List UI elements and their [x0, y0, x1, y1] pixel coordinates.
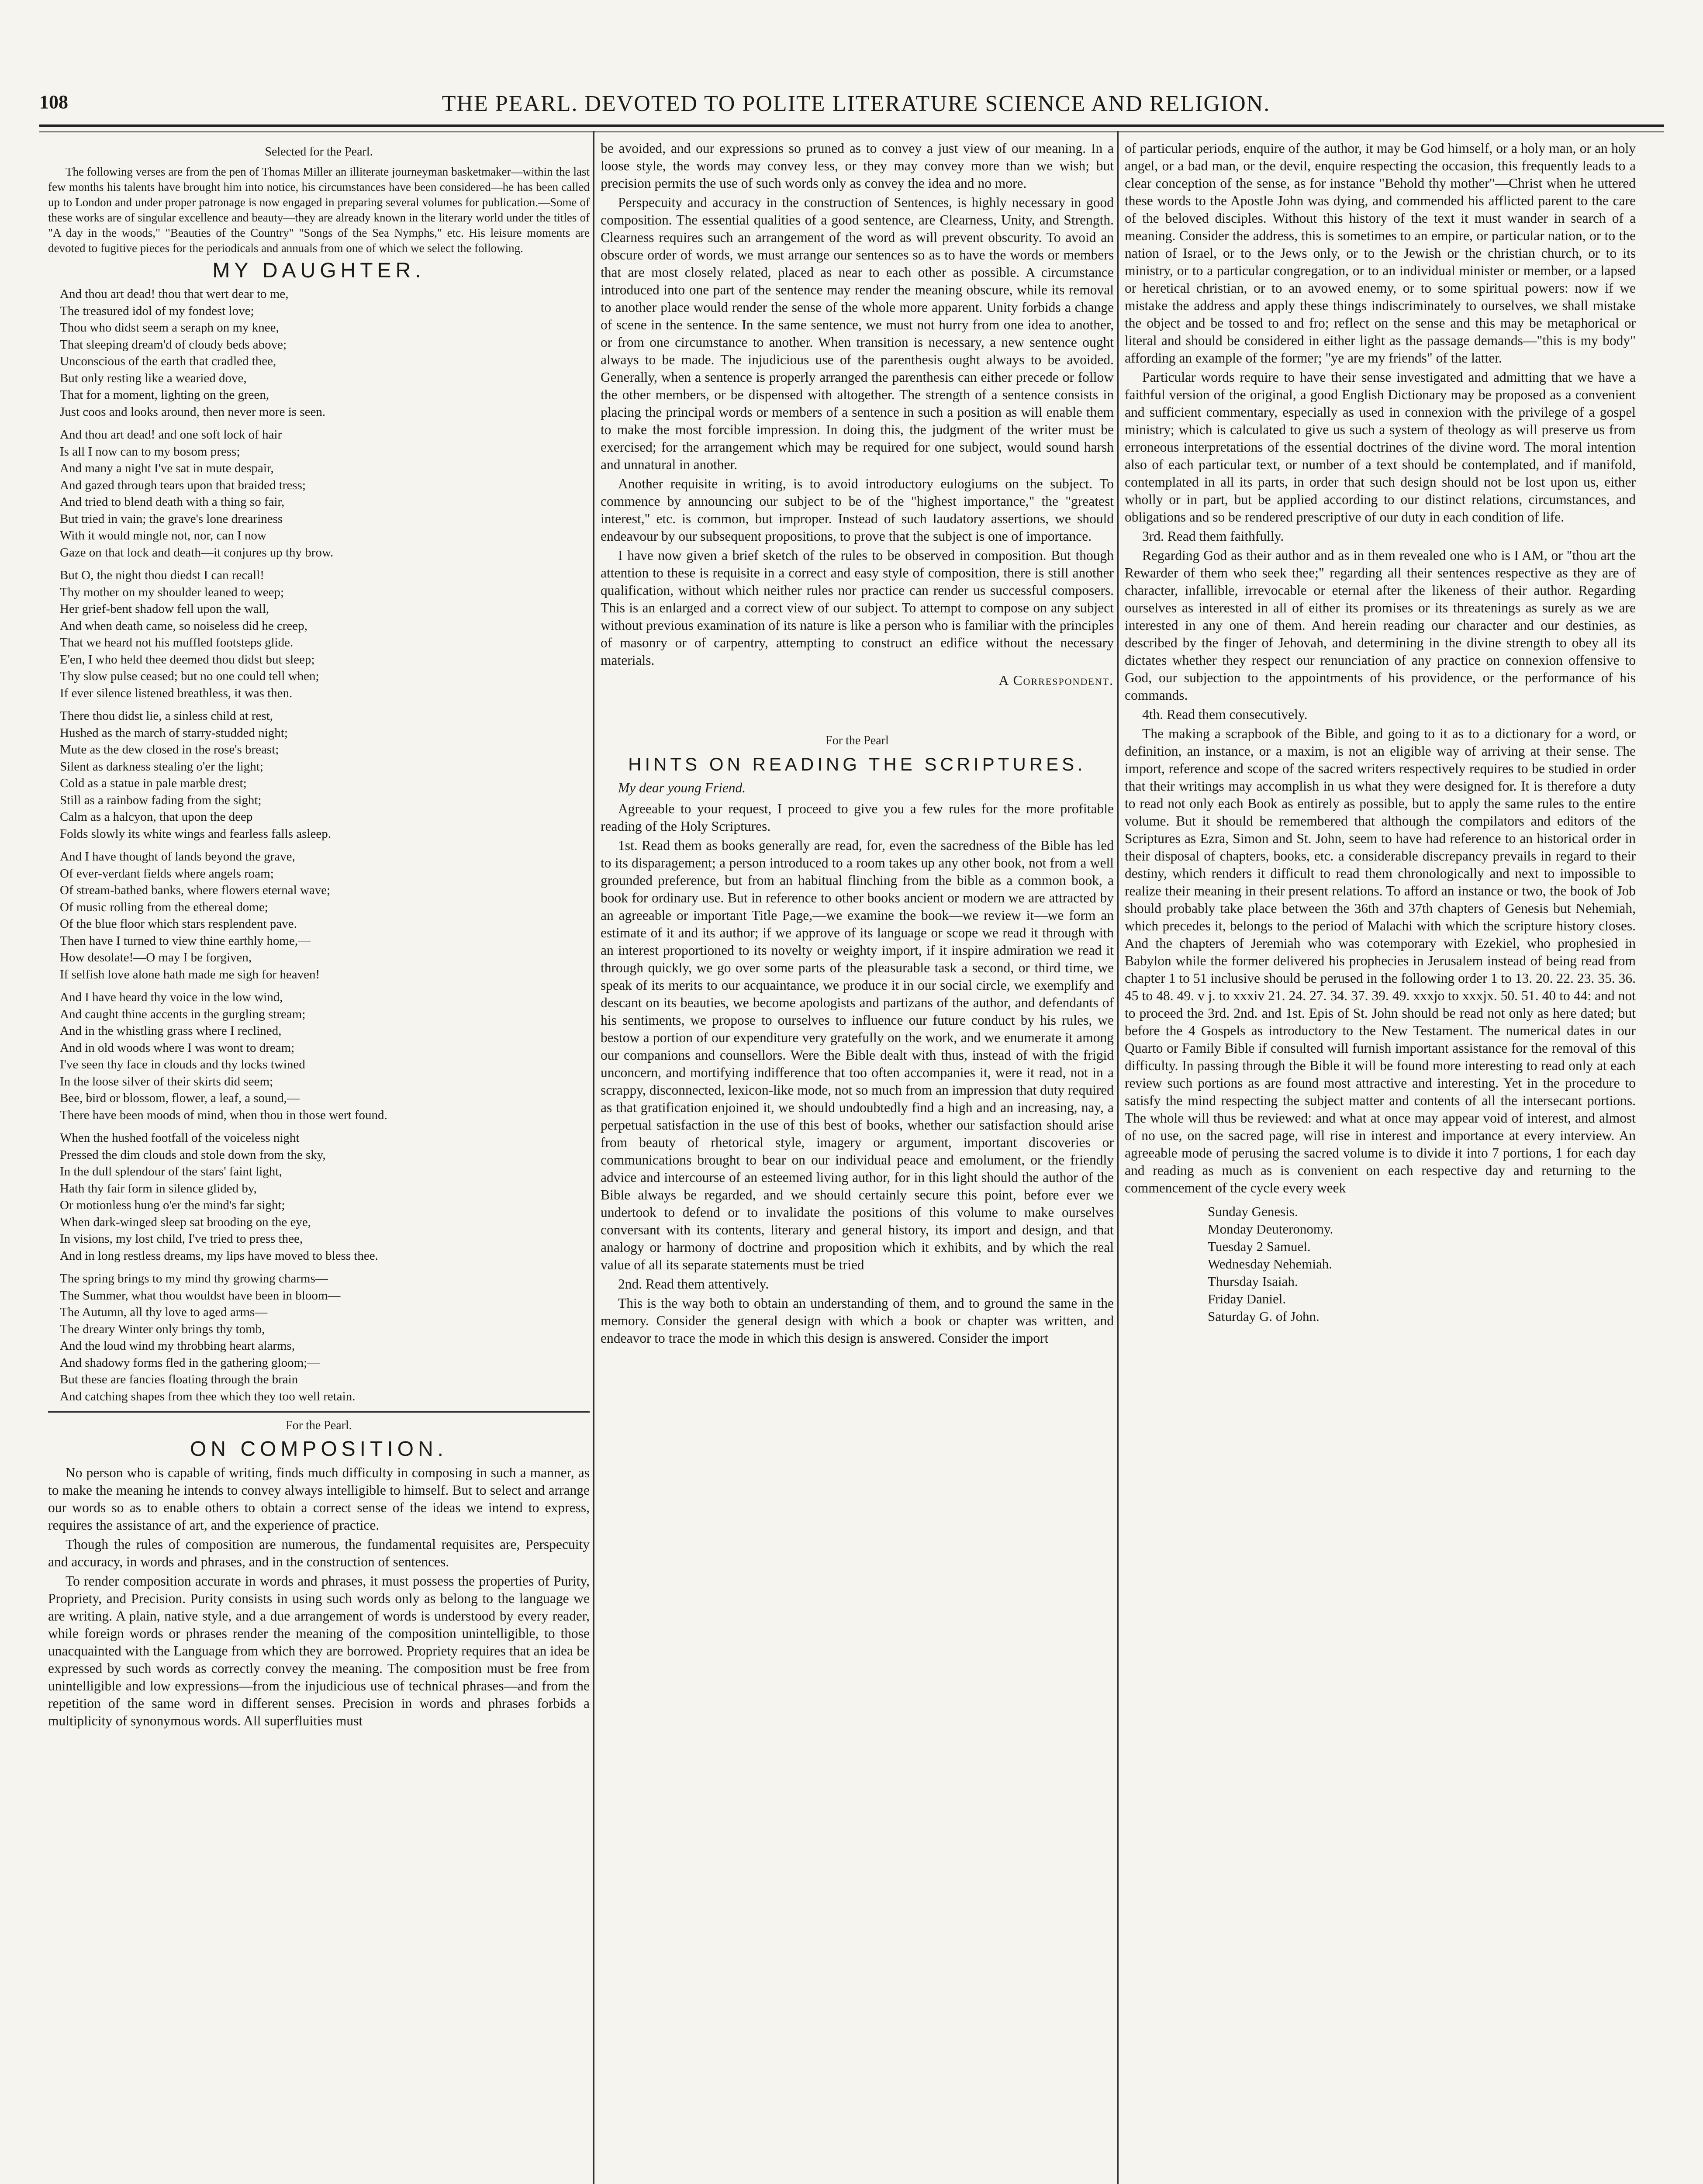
article-body [48, 1464, 590, 1730]
schedule-item: Saturday G. of John. [1208, 1309, 1320, 1324]
poem-line: The Summer, what thou wouldst have been in bloom— [60, 1288, 341, 1303]
poem-line: Thy mother on my shoulder leaned to weep; [60, 585, 284, 599]
poem-line: And in the whistling grass where I reclined, [60, 1024, 282, 1038]
poem-line: Bee, bird or blossom, flower, a leaf, a sound,— [60, 1091, 300, 1105]
poem-line: There have been moods of mind, when thou in those wert found. [60, 1108, 387, 1122]
poem-line: The spring brings to my mind thy growing charms— [60, 1272, 328, 1286]
separator-rule [48, 1411, 590, 1413]
article-body [601, 800, 1114, 1347]
poem-line: Thy slow pulse ceased; but no one could tell when; [60, 669, 319, 683]
poem-line: How desolate!—O may I be forgiven, [60, 950, 252, 964]
schedule-item: Friday Daniel. [1208, 1291, 1286, 1306]
paragraph: Though the rules of composition are numerous, the fundamental requisites are, Perspecuity and accuracy, in words and phrases, and in the construction of sentences. [48, 1537, 590, 1569]
paragraph: be avoided, and our expressions so pruned as to convey a just view of our meaning. In a loose style, the words may convey less, or they may convey more than we wish; but precision permits the use of such words only as convey the idea and no more. [601, 141, 1114, 191]
article-body [1125, 140, 1636, 1197]
section-label: Selected for the Pearl. [265, 145, 373, 159]
poem-line: Still as a rainbow fading from the sight; [60, 793, 262, 807]
poem-introduction: The following verses are from the pen of Thomas Miller an illiterate journeyman basketmaker—within the last few months his talents have brought him into notice, his circumstances have been considered—he has been called up to London and under proper patronage is now engaged in preparing several volumes for publication.—Some of these works are of singular excellence and beauty—they are already known in the literary world under the titles of "A day in the woods," "Beauties of the Country" "Songs of the Sea Nymphs," etc. His leisure moments are devoted to fugitive pieces for the periodicals and annuals from one of which we select the following. [48, 165, 590, 255]
poem-stanza [48, 1130, 590, 1264]
poem-line: Silent as darkness stealing o'er the light; [60, 759, 263, 774]
poem-stanza [48, 567, 590, 702]
poem-line: And gazed through tears upon that braided tress; [60, 478, 306, 492]
paragraph: No person who is capable of writing, finds much difficulty in composing in such a manner, as to make the meaning he intends to convey always intelligible to himself. But to select and arrange our words so as to enable others to obtain a correct sense of the ideas we intend to express, requires the assistance of art, and the experience of practice. [48, 1465, 590, 1533]
section-label: For the Pearl. [286, 1419, 352, 1432]
poem-line: If ever silence listened breathless, it was then. [60, 686, 293, 700]
poem-line: Just coos and looks around, then never more is seen. [60, 404, 326, 419]
poem-line: Is all I now can to my bosom press; [60, 444, 240, 459]
poem-line: Folds slowly its white wings and fearless falls asleep. [60, 826, 331, 841]
poem-line: Of the blue floor which stars resplendent pave. [60, 917, 297, 931]
poem-line: There thou didst lie, a sinless child at rest, [60, 709, 273, 723]
page-number: 108 [39, 91, 68, 113]
article-title: HINTS ON READING THE SCRIPTURES. [628, 754, 1086, 774]
poem-line: And thou art dead! thou that wert dear to me, [60, 287, 289, 301]
schedule-item: Wednesday Nehemiah. [1208, 1256, 1333, 1272]
poem-line: And when death came, so noiseless did he creep, [60, 619, 307, 633]
poem-line: And shadowy forms fled in the gathering gloom;— [60, 1355, 320, 1370]
column-3 [1125, 140, 1636, 1325]
poem-line: Calm as a halcyon, that upon the deep [60, 810, 253, 824]
salutation: My dear young Friend. [618, 780, 746, 795]
poem-line: I've seen thy face in clouds and thy locks twined [60, 1057, 305, 1071]
reading-schedule [1208, 1203, 1636, 1325]
paragraph: 4th. Read them consecutively. [1142, 707, 1308, 722]
poem-line: And caught thine accents in the gurgling stream; [60, 1007, 306, 1021]
poem-stanza [48, 848, 590, 983]
poem-line: Of music rolling from the ethereal dome; [60, 900, 268, 914]
signature: A Correspondent. [998, 673, 1114, 688]
poem-line: But only resting like a wearied dove, [60, 371, 247, 385]
poem-line: Of ever-verdant fields where angels roam; [60, 866, 274, 881]
schedule-item: Thursday Isaiah. [1208, 1274, 1298, 1289]
poem-line: E'en, I who held thee deemed thou didst but sleep; [60, 652, 315, 667]
poem-line: The treasured idol of my fondest love; [60, 304, 254, 318]
poem-line: But these are fancies floating through the brain [60, 1372, 298, 1386]
poem-line: Hushed as the march of starry-studded night; [60, 726, 288, 740]
paragraph: Regarding God as their author and as in them revealed one who is I AM, or "thou art the Rewarder of them who seek thee;" regarding all their sentences respective as they are of character, infallible, irrevocable or eternal after the likeness of their author. Regarding ourselves as interested in all of either its promises or its threatenings as surely as we are interested in any one of them. And herein reading our character and our destinies, as described by the finger of Jehovah, and determining in the divine strength to obey all its dictates whether they respect our renunciation of any practice on connexion offensive to God, our subjection to the appointments of his providence, or the performance of his commands. [1125, 548, 1636, 703]
paragraph: 3rd. Read them faithfully. [1142, 529, 1284, 544]
poem-line: Gaze on that lock and death—it conjures up thy brow. [60, 545, 334, 560]
poem-line: But O, the night thou diedst I can recall! [60, 568, 264, 582]
poem-line: And tried to blend death with a thing so fair, [60, 495, 285, 509]
schedule-item: Sunday Genesis. [1208, 1204, 1298, 1219]
poem-line: Pressed the dim clouds and stole down from the sky, [60, 1147, 326, 1162]
poem-line: Hath thy fair form in silence glided by, [60, 1181, 257, 1196]
paragraph: To render composition accurate in words and phrases, it must possess the properties of Purity, Propriety, and Precision. Purity consists in using such words only as belong to the language we are writing. A plain, native style, and a due arrangement of words is understood by every reader, while foreign words or phrases render the meaning of the composition unintelligible, to those unacquainted with the Language from which they are borrowed. Propriety requires that an idea be expressed by such words as correctly convey the meaning. The composition must be free from unintelligible and low expressions—from the injudicious use of technical phrases—and from the repetition of the same word in different senses. Precision in words and phrases forbids a multiplicity of synonymous words. All superfluities must [48, 1573, 590, 1728]
column-divider [593, 131, 594, 2184]
poem-line: And catching shapes from thee which they too well retain. [60, 1389, 356, 1403]
poem-line: And the loud wind my throbbing heart alarms, [60, 1339, 295, 1353]
paragraph: Another requisite in writing, is to avoid introductory eulogiums on the subject. To commence by announcing our subject to be of the "highest importance," the "greatest interest," etc. is common, but improper. Instead of such laudatory assertions, we should endeavour by our subsequent propositions, to prove that the subject is one of importance. [601, 476, 1114, 544]
schedule-item: Tuesday 2 Samuel. [1208, 1239, 1311, 1254]
poem-line: When dark-winged sleep sat brooding on the eye, [60, 1215, 311, 1229]
poem-stanza [48, 426, 590, 561]
poem-line: Of stream-bathed banks, where flowers eternal wave; [60, 883, 331, 897]
poem-line: Or motionless hung o'er the mind's far sight; [60, 1198, 285, 1212]
paragraph: The making a scrapbook of the Bible, and going to it as to a dictionary for a word, or definition, an instance, or a maxim, is not an eligible way of arriving at their sense. The import, reference and scope of the sacred writers respectively requires to be studied in order that their writings may accomplish in us what they were designed for. It is therefore a duty to read not only each Book as entirely as possible, but to apply the same rules to the entire volume. But it should be remembered that although the compilators and editors of the Scriptures as Ezra, Simon and St. John, seem to have had reference to an historical order in their disposal of chapters, books, etc. a considerable discrepancy prevails in regard to their destiny, which renders it difficult to read them chronologically and next to impossible to realize their meaning in their present relations. To afford an instance or two, the book of Job should probably take place between the 36th and 37th chapters of Genesis but Nehemiah, which precedes it, belongs to the period of Malachi with which the scripture history closes. And the chapters of Jeremiah who was cotemporary with Ezekiel, who prophesied in Babylon while the former delivered his prophecies in Jerusalem instead of being read from chapter 1 to 51 inclusive should be perused in the following order 1 to 13. 20. 22. 23. 35. 36. 45 to 48. 49. v j. to xxxiv 21. 24. 27. 34. 37. 39. 49. xxxjo to xxxjx. 50. 51. 40 to 44: and not to proceed the 3rd. 2nd. and 1st. Epis of St. John should be read not only as here dated; but before the 4 Gospels as introductory to the New Testament. The numerical dates in our Quarto or Family Bible if consulted will furnish important assistance for the removal of this difficulty. In passing through the Bible it will be found more interesting to read only at each review such portions as are found most attractive and interesting. Yet in the procedure to satisfy the mind respecting the subject matter and contents of all the intersecant portions. The whole will thus be reviewed: and what at once may appear void of interest, and almost of no use, on the sacred page, will rise in interest and importance at every interview. An agreeable mode of perusing the sacred volume is to divide it into 7 portions, 1 for each day and reading as much as is convenient on each respective day and returning to the commencement of the cycle every week [1125, 726, 1636, 1196]
poem-line: With it would mingle not, nor, can I now [60, 529, 266, 543]
paragraph: Agreeable to your request, I proceed to give you a few rules for the more profitable reading of the Holy Scriptures. [601, 801, 1114, 834]
poem-line: Mute as the dew closed in the rose's breast; [60, 743, 279, 757]
paragraph: of particular periods, enquire of the author, it may be God himself, or a holy man, or an holy angel, or a bad man, or the devil, enquire respecting the occasion, this frequently leads to a clear conception of the sense, as for instance "Behold thy mother"—Christ when he uttered these words to the Apostle John was dying, and commended his afflicted parent to the care of the beloved disciples. Without this history of the text it must wander in search of a meaning. Consider the address, this is sometimes to an empire, or particular nation, or to the nation of Israel, or to the Jews only, or to the Jewish or the christian church, or to its ministry, or to a particular congregation, or to an individual minister or member, or a lapsed or heretical christian, or to an avowed enemy, or to some spiritual powers: now if we mistake the address and apply these things indiscriminately to ourselves, we shall mistake the object and be tossed to and fro; reflect on the sense and this may be metaphorical or literal and should be considered in either light as the passage demands—"this is my body" affording an example of the former; "ye are my friends" of the latter. [1125, 141, 1636, 366]
poem-line: And many a night I've sat in mute despair, [60, 461, 274, 475]
paragraph: This is the way both to obtain an understanding of them, and to ground the same in the memory. Consider the general design with which a book or chapter was written, and endeavor to trace the mode in which this design is answered. Consider the import [601, 1296, 1114, 1346]
poem-line: The dreary Winter only brings thy tomb, [60, 1322, 265, 1336]
poem-line: Unconscious of the earth that cradled thee, [60, 354, 276, 368]
poem-line: And in long restless dreams, my lips have moved to bless thee. [60, 1248, 378, 1263]
poem-stanza [48, 1270, 590, 1405]
column-2 [601, 140, 1114, 1349]
page-header [39, 91, 1673, 117]
paragraph: 1st. Read them as books generally are read, for, even the sacredness of the Bible has led to its disparagement; a person introduced to a room takes up any other book, not from a well grounded preference, but from an habitual flinching from the bible as a common book, a book for ordinary use. But in reference to other books ancient or modern we are attracted by an agreeable or important Title Page,—we examine the book—we review it—we form an estimate of it and its author; if we approve of its language or scope we read it through with an interest proportioned to its novelty or weighty import, if it inspire admiration we read it through quickly, we go over some parts of the pleasurable task a second, or third time, we speak of its merits to our acquaintance, we produce it in our social circle, we exemplify and descant on its beauties, we become apologists and partizans of the author, and defendants of his sentiments, we propose to ourselves to influence our future conduct by his rules, we bestow a portion of our expenditure very gratefully on the work, and we enumerate it among our companions and counsellors. Were the Bible dealt with thus, instead of with the frigid unconcern, and mortifying indifference that too often accompanies it, were it read, not in a scrappy, disconnected, lexicon-like mode, not so much from an impression that duty required as that gratification enjoined it, we should undoubtedly find a high and an increasing, nay, a perpetual satisfaction in the use of this best of books, whether our satisfaction should arise from beauty of rhetorical style, imagery or argument, important discoveries or communications brought to bear on our individual peace and emolument, or the friendly advice and intercourse of an esteemed living author, for in this light should the author of the Bible always be regarded, and we should certainly secure this point, before ever we undertook to defend or to invalidate the positions of this volume to make ourselves conversant with its contents, literary and general history, its import and design, and that analogy or harmony of doctrine and proposition which it exhibits, and by which the real value of all its separate statements must be tried [601, 838, 1114, 1272]
section-label: For the Pearl [826, 734, 889, 747]
poem-line: And I have heard thy voice in the low wind, [60, 990, 283, 1004]
poem-line: If selfish love alone hath made me sigh for heaven! [60, 967, 320, 981]
column-divider [1117, 131, 1119, 2184]
poem-line: Then have I turned to view thine earthly home,— [60, 933, 311, 948]
poem-line: In visions, my lost child, I've tried to press thee, [60, 1232, 303, 1246]
paragraph: 2nd. Read them attentively. [618, 1276, 769, 1292]
poem-line: And thou art dead! and one soft lock of hair [60, 428, 282, 442]
poem-line: Cold as a statue in pale marble drest; [60, 776, 247, 790]
running-title: THE PEARL. DEVOTED TO POLITE LITERATURE SCIENCE AND RELIGION. [442, 91, 1271, 116]
paragraph: Perspecuity and accuracy in the construction of Sentences, is highly necessary in good composition. The essential qualities of a good sentence, are Clearness, Unity, and Strength. Clearness requires such an arrangement of the word as will prevent obscurity. To avoid an obscure order of words, we must arrange our sentences so as to have the words or members that are most closely related, placed as near to each other as possible. A circumstance introduced into one part of the sentence may render the meaning obscure, while its removal to another place would render the sense of the whole more apparent. Unity forbids a change of scene in the sentence. In the same sentence, we must not hurry from one idea to another, or from one circumstance to another. When transition is necessary, a new sentence ought always to be made. The injudicious use of the parenthesis ought always to be avoided. Generally, when a sentence is properly arranged the parenthesis can either precede or follow the other members, or be dispensed with altogether. The strength of a sentence consists in placing the principal words or members of a sentence in such a position as will enable them to make the most forcible impression. In doing this, the judgment of the writer must be exercised; for the arrangement which may be required for one subject, would sound harsh and unnatural in another. [601, 195, 1114, 472]
poem-line: When the hushed footfall of the voiceless night [60, 1131, 300, 1145]
poem-line: Thou who didst seem a seraph on my knee, [60, 321, 279, 335]
schedule-item: Monday Deuteronomy. [1208, 1221, 1333, 1237]
poem-stanza [48, 708, 590, 842]
poem-line: In the loose silver of their skirts did seem; [60, 1074, 273, 1089]
poem-line: That for a moment, lighting on the green, [60, 388, 269, 402]
poem-line: The Autumn, all thy love to aged arms— [60, 1305, 268, 1319]
poem-line: That we heard not his muffled footsteps glide. [60, 636, 294, 650]
paragraph: I have now given a brief sketch of the rules to be observed in composition. But though attention to these is requisite in a correct and easy style of composition, there is still another qualification, without which neither rules nor practice can render us successful composers. This is an enlarged and a correct view of our subject. To attempt to compose on any subject without previous examination of its nature is like a person who is familiar with the principles of masonry or of carpentry, attempting to construct an edifice without the necessary materials. [601, 548, 1114, 668]
poem-stanza [48, 989, 590, 1123]
poem-line: That sleeping dream'd of cloudy beds above; [60, 337, 287, 352]
poem [48, 286, 590, 1405]
column-1 [48, 140, 590, 1731]
paragraph: Particular words require to have their sense investigated and admitting that we have a faithful version of the original, a good English Dictionary may be proposed as a convenient and sufficient commentary, especially as used in connexion with the privilege of a gospel ministry; which is calculated to give us such a system of theology as will preserve us from erroneous interpretations of the essential doctrines of the divine word. The moral intention also of each particular text, or number of a text should be contemplated, and if manifold, contemplated in all its parts, in order that such design should not be lost upon us, either wholly or in part, but be applied according to our distinct relations, circumstances, and obligations and so be rendered prescriptive of our duty in each condition of life. [1125, 370, 1636, 525]
poem-stanza [48, 286, 590, 420]
poem-line: But tried in vain; the grave's lone dreariness [60, 511, 283, 526]
poem-line: And in old woods where I was wont to dream; [60, 1040, 295, 1055]
poem-title: MY DAUGHTER. [212, 259, 425, 282]
article-title: ON COMPOSITION. [190, 1438, 448, 1461]
article-body [601, 140, 1114, 669]
header-rule [39, 124, 1664, 132]
poem-line: In the dull splendour of the stars' faint light, [60, 1165, 282, 1178]
poem-line: Her grief-bent shadow fell upon the wall, [60, 602, 269, 616]
poem-line: And I have thought of lands beyond the grave, [60, 850, 295, 864]
